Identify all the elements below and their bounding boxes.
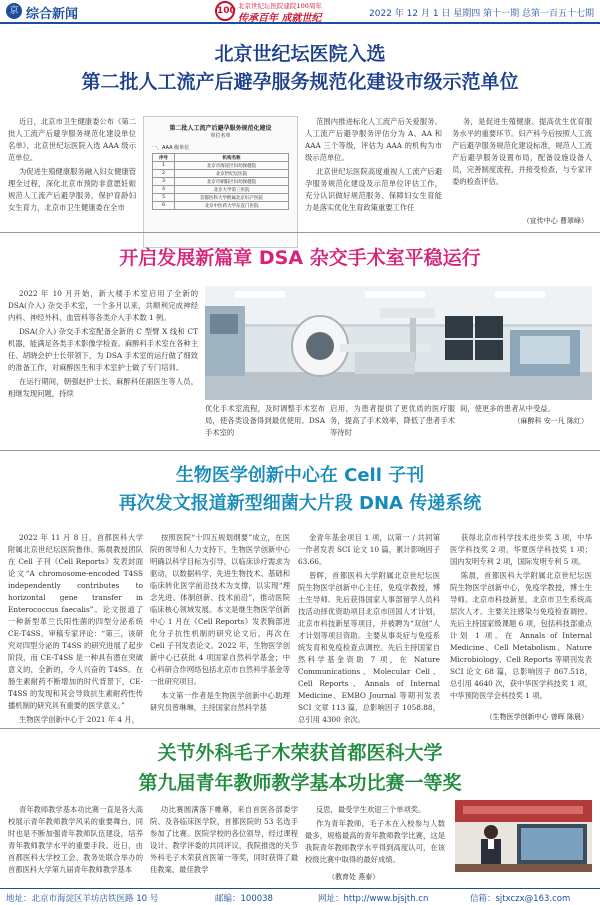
- section-divider: [0, 232, 600, 233]
- table-cell: 北京市海淀区妇幼保健院: [175, 162, 289, 170]
- article2-caption-mid: 启用，为患者提供了更优质的医疗服务，提高了手术效率，降低了患者手术等待时: [330, 404, 455, 437]
- table-header-cell: 序号: [153, 154, 175, 162]
- table-cell: 北京市朝阳区妇幼保健院: [175, 178, 289, 186]
- table-cell: 北京世纪坛医院: [175, 170, 289, 178]
- article2-column-1: [8, 288, 198, 402]
- table-cell: 5: [153, 194, 175, 202]
- hospital-logo-icon: 京: [6, 3, 22, 19]
- article2-caption-left: 优化手术室流程，及时调整手术室布局，使各类设备得到最优使用。DSA 手术室的: [205, 404, 325, 437]
- article3-credit: （生物医学创新中心 曾晖 陈晨）: [485, 713, 588, 721]
- table-cell: 北京大学第三医院: [175, 186, 289, 194]
- paragraph: 陈晨，首都医科大学附属北京世纪坛医院生物医学创新中心，免疫学教授，博士生导师。北京市科技新星，北京市卫生系统高层次人才。主要关注感染与免疫检查调控。先后主持国家级课题 6 项，包括科技部重点计划 1 项。在 Annals of Internal Medicine、Cell Metabolism、Nature Microbiology、Cell Reports 等期刊发表 SCI 论文 68 篇，总影响因子 867.518，总引用 4640 次，获中华医学科技奖 1 项，中华预防医学会科技奖 1 项。: [450, 571, 592, 700]
- table-cell: 2: [153, 170, 175, 178]
- page-footer: [0, 888, 600, 905]
- article1-column-3: [305, 116, 442, 216]
- article1-column-4: [452, 116, 592, 190]
- paragraph: 获得北京市科学技术进步奖 3 项，中华医学科技奖 2 项，华夏医学科技奖 1 项；国内发明专利 2 项，国际发明专利 5 项。: [450, 533, 592, 566]
- table-row: [153, 186, 289, 194]
- paragraph: 曾晖，首都医科大学附属北京世纪坛医院生物医学创新中心主任，免疫学教授，博士生导师。先后获得国家人事部留学人员科技活动择优资助项目北京市回国人才计划，北京市科技新星等项目，并被聘为“双创”人才计划等项目资助。主要从事炎症与免疫系统发育和免疫检查点调控。先后主持国家自然科学基金资助 7 项，在 Nature Communications、Molecular Cell、Cell Reports、Annals of Internal Medicine、EMBO Journal 等期刊发表 SCI 文章 113 篇，总影响因子 1058.88，总引用 4300 余次。: [298, 571, 440, 724]
- unit-list-table-figure: [143, 116, 298, 248]
- paragraph: 2022 年 11 月 8 日，首都医科大学附属北京世纪坛医院鲁伟、陈晨教授团队在 Cell 子刊《Cell Reports》发表封面论文“A chromosome-encoded T4SS independently contributes to horizontal gene transfer in Enterococcus faecalis”。论文报道了一种新型革兰氏阳性菌的四型分泌系统 CE-T4SS，审稿专家评论：“第三，该研究对四型分泌的 T4SS 的研究进展了起步阶段，而 CE-T4SS 是一种具有潜在突破意义的，全新的，令人兴奋的 T4SS。在肠生素耐药不断增加的时代背景下，CE-T4SS 的发现和其会导致抗生素耐药性传播机制的研究具有重要的医学意义。”: [8, 533, 143, 710]
- footer-postal: 邮编：100038: [215, 894, 273, 904]
- paragraph: 反思，最受学生欢迎三个单项奖。: [315, 805, 426, 814]
- paragraph: 金青年基金项目 1 项，以第一 / 共同第一作者发表 SCI 论文 10 篇，累计影响因子 63.66。: [298, 533, 440, 566]
- table-cell: 4: [153, 186, 175, 194]
- paragraph: 生物医学创新中心于 2021 年 4 月，: [18, 715, 139, 724]
- footer-address: 地址：北京市海淀区羊坊店铁医路 10 号: [6, 894, 159, 904]
- table-cell: 1: [153, 162, 175, 170]
- article2-title: 开启发展新篇章 DSA 杂交手术室平稳运行: [119, 247, 481, 269]
- article3-column-3: [298, 532, 440, 728]
- paragraph: 2022 年 10 月开始，新大楼手术室启用了全新的 DSA(介入) 杂交手术室，一个多月以来，共顺利完成神经内科、神经外科、血管科等各类介入手术数 1 例。: [8, 289, 198, 322]
- paragraph: 本文第一作者是生物医学创新中心助理研究员曾琳琳，主持国家自然科学基: [150, 691, 290, 712]
- table-cell: 首都医科大学附属北京妇产医院: [175, 194, 289, 202]
- article4-column-1: [8, 804, 143, 878]
- table-header-row: [153, 154, 289, 162]
- table-row: [153, 194, 289, 202]
- paragraph: 功比赛圆满落下帷幕，来自首医各部委学院、及各临床医学院，首都医院的 53 名选手参加了比赛。医院学校的各位领导，经过课程设计、教学评委的共同评议，我院推选的关节外科毛子木荣获首医第一等奖，同时获得了最佳教案、最佳教学: [150, 805, 298, 874]
- table-cell: 北京中医药大学东直门医院: [175, 202, 289, 210]
- article3-title: [0, 462, 600, 518]
- dsa-operating-room-photo: [205, 286, 592, 400]
- issue-date: 2022 年 12 月 1 日 星期四 第十一期 总第一百五十七期: [369, 9, 594, 19]
- dsa-room-illustration: [205, 286, 592, 400]
- paragraph: 近日，北京市卫生健康委公布《第二批人工流产后避孕服务规范化建设单位名单》，北京世纪坛医院入选 AAA 级示范单位。: [8, 117, 136, 162]
- table-row: [153, 162, 289, 170]
- paragraph: 为促进生殖健康服务融入妇女健康管理全过程，深化北京市预防非意愿妊娠规范人工流产后避孕服务，保护育龄妇女生育力，北京市卫生健康委在全市: [8, 167, 136, 212]
- article4-column-3: [305, 804, 445, 868]
- footer-website[interactable]: 网址：http://www.bjsjth.cn: [318, 894, 429, 904]
- section-title: 综合新闻: [26, 7, 79, 22]
- table-title: 第二批人工流产后避孕服务规范化建设: [169, 125, 272, 132]
- article4-credit: （教育处 燕泰）: [328, 873, 380, 881]
- paragraph: DSA(介入) 杂交手术室配备全新的 C 型臂 X 线和 CT 机器，能满足各类手术影像学检查。麻醉科手术室在各种主任、胡晓会护士长带领下，为 DSA 手术室的运行做了细致的准备工作，对麻醉医生和手术室护士做了专门培训。: [8, 327, 198, 372]
- paragraph: 按照医院“十四五规划纲要”成立，在医院的领导和人力支持下，生物医学创新中心明确以科学目标为引导，以临床诊疗需求为驱动，以数据科学、先进生物技术、基础和临床转化医学前沿技术为支撑，以实现“理念先进、体制创新、技术前沿”，推动医院临床核心领域发展。本文是继生物医学创新中心 1 月在《Cell Reports》发表胸部进化分子抗性机制的研究论文后，再次在 Cell 子刊发表论文。2022 年，生物医学创新中心已获批 4 项国家自然科学基金；中心科研合作网络包括北京市自然科学基金等一批研究项目。: [150, 533, 290, 686]
- lecture-illustration: [455, 800, 592, 872]
- article4-column-2: [150, 804, 298, 878]
- table-row: [153, 170, 289, 178]
- paragraph: 青年教师教学基本功比赛一直是各大高校展示青年教师教学风采的重要舞台，同时也是不断加强青年教师队伍建设，培养青年教师教学水平的重要手段。近日，由首都医科大学校工会、教务处联合举办的首都医科大学第九届青年教师教学基本: [8, 805, 143, 874]
- centennial-banner-line2: 传承百年 成就世纪: [238, 13, 322, 24]
- footer-email[interactable]: 信箱：sjtxczx@163.com: [470, 894, 571, 904]
- article3-column-1: [8, 532, 143, 728]
- article1-title-line1: 北京世纪坛医院入选: [214, 43, 386, 65]
- article4-title-line2: 第九届青年教师教学基本功比赛一等奖: [138, 772, 462, 794]
- article1-credit: （宣传中心 曹翠峰）: [522, 217, 588, 225]
- centennial-emblem-icon: 100: [215, 1, 235, 21]
- section-divider: [0, 728, 600, 729]
- article1-column-1: [8, 116, 136, 216]
- table-subtitle: 单位名单: [210, 133, 231, 139]
- article2-credit: （麻醉科 安一凡 陈红）: [513, 417, 588, 425]
- table-cell: 6: [153, 202, 175, 210]
- article1-title-line2: 第二批人工流产后避孕服务规范化建设市级示范单位: [81, 71, 519, 93]
- page-header: [0, 0, 600, 24]
- paragraph: 范围内推进标化人工流产后关爱服务。人工流产后避孕服务评估分为 A、AA 和 AAA 三个等级，评估为 AAA 的机构为市级示范单位。: [305, 117, 442, 162]
- table-cell: 3: [153, 178, 175, 186]
- article3-column-4: [450, 532, 592, 704]
- article4-title: [0, 738, 600, 798]
- article4-title-line1: 关节外科毛子木荣获首都医科大学: [157, 742, 443, 764]
- paragraph: 在运行期间，朝强赵护士长、麻醉科任副医生等人员，相继发现问题，持续: [8, 377, 198, 398]
- unit-list-table: [152, 153, 289, 210]
- table-header-cell: 机构名称: [175, 154, 289, 162]
- article3-title-line1: 生物医学创新中心在 Cell 子刊: [175, 465, 425, 486]
- article3-title-line2: 再次发文报道新型细菌大片段 DNA 传递系统: [118, 493, 482, 514]
- table-group-label: 一、AAA 级单位: [152, 145, 190, 151]
- section-divider: [0, 450, 600, 451]
- article2-caption-right: 间，使更多的患者从中受益。: [460, 404, 555, 413]
- table-row: [153, 178, 289, 186]
- award-speaker-photo: [455, 800, 592, 872]
- paragraph: 作为青年教师，毛子木在入校参与人数最多，规格最高的青年教师教学比赛，这是我院青年教师教学水平得到高度认可，在该校级比赛中取得的最好成绩。: [305, 819, 445, 864]
- centennial-banner-line1: 北京世纪坛医院建院100周年: [238, 2, 322, 10]
- article1-title: [0, 40, 600, 96]
- paragraph: 务，是促进生殖健康、提高优生优育服务水平的重要环节。妇产科今后按照人工流产后避孕服务规范化建设标准，规范人工流产后避孕服务设置布局，配备设施设备人员，完善制度流程，并接受检查，与专家评委的检查评估。: [452, 117, 592, 186]
- article3-column-2: [150, 532, 290, 716]
- table-row: [153, 202, 289, 210]
- paragraph: 北京世纪坛医院高度重视人工流产后避孕服务规范化建设及示范单位评估工作，充分认识做好规范服务、保障妇女生育能力是落实优化生育政策重要工作任: [305, 167, 442, 212]
